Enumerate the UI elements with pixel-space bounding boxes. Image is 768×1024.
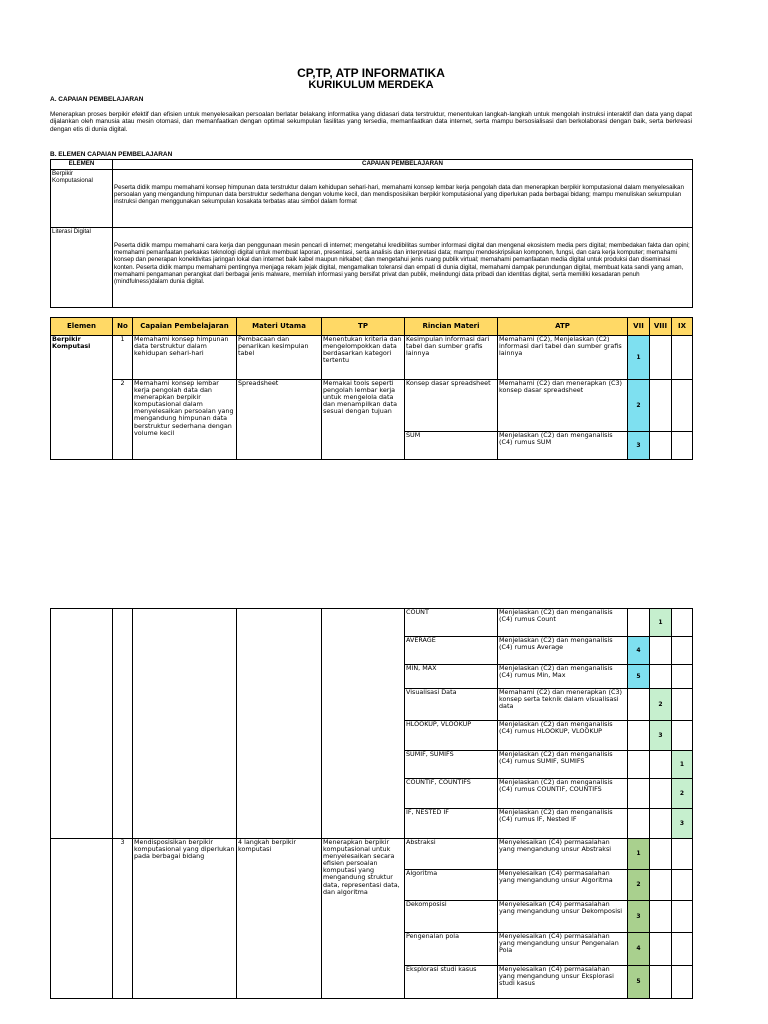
rincian-cell: SUMIF, SUMIFS (405, 751, 498, 779)
rincian-cell: SUM (405, 432, 498, 460)
section-b-heading: B. ELEMEN CAPAIAN PEMBELAJARAN (50, 151, 173, 158)
header-atp: ATP (498, 318, 628, 336)
viii-cell (650, 665, 672, 689)
viii-cell (650, 432, 672, 460)
table-row (51, 380, 693, 432)
no-cell: 1 (113, 336, 133, 380)
atp-cell: Menyelesaikan (C4) permasalahan yang mengandung unsur Pengenalan Pola (498, 933, 628, 966)
ix-cell (672, 933, 693, 966)
cp-cell: Memahami konsep lembar kerja pengolah data dan menerapkan berpikir komputasional dalam menyelesaikan persoalan yang mengandung himpunan data berstruktur sederhana dengan volume kecil (133, 380, 237, 460)
materi-cell (237, 609, 322, 839)
elemen-cell (51, 609, 113, 839)
atp-cell: Menyelesaikan (C4) permasalahan yang mengandung unsur Abstraksi (498, 839, 628, 870)
viii-cell (650, 933, 672, 966)
ix-cell (672, 637, 693, 665)
atp-cell: Menjelaskan (C2) dan menganalisis (C4) rumus HLOOKUP, VLOOKUP (498, 721, 628, 751)
materi-cell: Spreadsheet (237, 380, 322, 460)
rincian-cell: Algoritma (405, 870, 498, 901)
tp-cell: Menentukan kriteria dan mengelompokkan data berdasarkan kategori tertentu (322, 336, 405, 380)
viii-cell: 1 (650, 609, 672, 637)
vii-cell: 3 (628, 901, 650, 933)
no-cell: 3 (113, 839, 133, 999)
cp-cell: Mendisposisikan berpikir komputasional yang diperlukan pada berbagai bidang (133, 839, 237, 999)
ix-cell (672, 901, 693, 933)
rincian-cell: IF, NESTED IF (405, 809, 498, 839)
rincian-cell: Pengenalan pola (405, 933, 498, 966)
vii-cell: 1 (628, 839, 650, 870)
vii-cell: 1 (628, 336, 650, 380)
elemen-cell: Berpikir Komputasi (51, 336, 113, 460)
atp-cell: Menyelesaikan (C4) permasalahan yang mengandung unsur Algoritma (498, 870, 628, 901)
rincian-cell: MIN, MAX (405, 665, 498, 689)
viii-cell (650, 901, 672, 933)
rincian-cell: AVERAGE (405, 637, 498, 665)
ix-cell: 2 (672, 779, 693, 809)
vii-cell (628, 609, 650, 637)
viii-cell (650, 637, 672, 665)
atp-cell: Menyelesaikan (C4) permasalahan yang mengandung unsur Dekomposisi (498, 901, 628, 933)
atp-cell: Memahami (C2) dan menerapkan (C3) konsep serta teknik dalam visualisasi data (498, 689, 628, 721)
header-ix: IX (672, 318, 693, 336)
elemen-cp-table (50, 159, 693, 308)
vii-cell: 4 (628, 933, 650, 966)
tp-cell: Menerapkan berpikir komputasional untuk menyelesaikan secara efisien persoalan komputasi yang mengandung struktur data, representasi data, dan algoritma (322, 839, 405, 999)
atp-cell: Memahami (C2) dan menerapkan (C3) konsep dasar spreadsheet (498, 380, 628, 432)
ix-cell (672, 336, 693, 380)
table-row (51, 609, 693, 637)
rincian-cell: Kesimpulan informasi dari tabel dan sumber grafis lainnya (405, 336, 498, 380)
tp-cell (322, 609, 405, 839)
no-cell: 2 (113, 380, 133, 460)
header-tp: TP (322, 318, 405, 336)
ix-cell (672, 432, 693, 460)
document-subtitle: KURIKULUM MERDEKA (308, 79, 434, 91)
header-elemen: Elemen (51, 318, 113, 336)
vii-cell: 3 (628, 432, 650, 460)
atp-cell: Menjelaskan (C2) dan menganalisis (C4) rumus COUNTIF, COUNTIFS (498, 779, 628, 809)
viii-cell (650, 336, 672, 380)
rincian-cell: Konsep dasar spreadsheet (405, 380, 498, 432)
cp-cell: Memahami konsep himpunan data terstruktur dalam kehidupan sehari-hari (133, 336, 237, 380)
elemen-cell (51, 839, 113, 999)
vii-cell (628, 779, 650, 809)
atp-cell: Menjelaskan (C2) dan menganalisis (C4) rumus Min, Max (498, 665, 628, 689)
section-a-heading: A. CAPAIAN PEMBELAJARAN (50, 96, 144, 103)
viii-cell (650, 966, 672, 999)
col-header-cp: CAPAIAN PEMBELAJARAN (113, 160, 693, 170)
header-no: No (113, 318, 133, 336)
ix-cell (672, 721, 693, 751)
viii-cell (650, 380, 672, 432)
cp-cell: Peserta didik mampu memahami konsep himpunan data terstruktur dalam kehidupan sehari-hari, memahami konsep lembar kerja pengolah data dan menerapkan berpikir komputasional dalam menyelesaikan persoalan yang mengandung himpunan data berstruktur sederhana dengan volume kecil, dan mendisposisikan berpikir komputasional yang diperlukan pada berbagai bidang; mampu menuliskan sekumpulan instruksi dengan menggunakan sekumpulan kosakata terbatas atau simbol dalam format (113, 170, 693, 228)
ix-cell (672, 665, 693, 689)
atp-table-part-2 (50, 608, 693, 999)
no-cell (113, 609, 133, 839)
cp-cell (133, 609, 237, 839)
header-materi-utama: Materi Utama (237, 318, 322, 336)
vii-cell: 2 (628, 380, 650, 432)
ix-cell (672, 380, 693, 432)
vii-cell (628, 751, 650, 779)
elemen-cell: Literasi Digital (51, 228, 113, 308)
tp-cell: Memakai tools seperti pengolah lembar kerja untuk mengelola data dan menampilkan data sesuai dengan tujuan (322, 380, 405, 460)
vii-cell (628, 689, 650, 721)
viii-cell (650, 839, 672, 870)
ix-cell (672, 689, 693, 721)
section-a-text: Menerapkan proses berpikir efektif dan efisien untuk menyelesaikan persoalan berlatar belakang informatika yang didasari data terstruktur, menentukan langkah-langkah untuk mengolah instruksi interaktif dan data yang dapat dijalankan oleh manusia atau mesin otomasi, dan memanfaatkan dengan optimal sekumpulan fasilitas yang tersedia, memanfaatkan data internet, serta mampu bersosialisasi dan berkolaborasi dengan baik, serta berkreasi dengan etis di dunia digital. (50, 111, 692, 133)
vii-cell: 2 (628, 870, 650, 901)
atp-table-part-1 (50, 317, 693, 460)
vii-cell (628, 721, 650, 751)
ix-cell (672, 839, 693, 870)
materi-cell: 4 langkah berpikir komputasi (237, 839, 322, 999)
header-vii: VII (628, 318, 650, 336)
rincian-cell: Visualisasi Data (405, 689, 498, 721)
header-capaian: Capaian Pembelajaran (133, 318, 237, 336)
header-rincian: Rincian Materi (405, 318, 498, 336)
table-row (51, 336, 693, 380)
viii-cell (650, 779, 672, 809)
rincian-cell: HLOOKUP, VLOOKUP (405, 721, 498, 751)
materi-cell: Pembacaan dan penarikan kesimpulan tabel (237, 336, 322, 380)
atp-cell: Menyelesaikan (C4) permasalahan yang mengandung unsur Eksplorasi studi kasus (498, 966, 628, 999)
rincian-cell: COUNT (405, 609, 498, 637)
viii-cell: 3 (650, 721, 672, 751)
rincian-cell: Abstraksi (405, 839, 498, 870)
cp-cell: Peserta didik mampu memahami cara kerja dan penggunaan mesin pencari di internet; mengetahui kredibilitas sumber informasi digital dan mengenal ekosistem media pers digital; membedakan fakta dan opini; memahami pemanfaatan perkakas teknologi digital untuk membuat laporan, presentasi, serta analisis dan interpretasi data; mampu mendeskripsikan komponen, fungsi, dan cara kerja komputer; memahami konsep dan penerapan konektivitas jaringan lokal dan internet baik kabel maupun nirkabel; dan mengetahui jenis ruang publik virtual; memahami pemanfaatan media digital untuk produksi dan diseminasi konten. Peserta didik mampu memahami pentingnya menjaga rekam jejak digital, mengamalkan toleransi dan empati di dunia digital, memahami dampak perundungan digital, membuat kata sandi yang aman, memahami pengamanan perangkat dari berbagai jenis malware, memilah informasi yang bersifat privat dan publik, melindungi data pribadi dan identitas digital, serta memiliki kesadaran penuh (mindfulness)dalam dunia digital. (113, 228, 693, 308)
atp-cell: Memahami (C2), Menjelaskan (C2) informasi dari tabel dan sumber grafis lainnya (498, 336, 628, 380)
atp-cell: Menjelaskan (C2) dan menganalisis (C4) rumus SUMIF, SUMIFS (498, 751, 628, 779)
ix-cell (672, 870, 693, 901)
atp-cell: Menjelaskan (C2) dan menganalisis (C4) rumus Count (498, 609, 628, 637)
rincian-cell: COUNTIF, COUNTIFS (405, 779, 498, 809)
vii-cell: 4 (628, 637, 650, 665)
ix-cell (672, 609, 693, 637)
vii-cell: 5 (628, 966, 650, 999)
vii-cell (628, 809, 650, 839)
ix-cell: 1 (672, 751, 693, 779)
viii-cell (650, 870, 672, 901)
viii-cell (650, 809, 672, 839)
ix-cell: 3 (672, 809, 693, 839)
atp-cell: Menjelaskan (C2) dan menganalisis (C4) rumus SUM (498, 432, 628, 460)
vii-cell: 5 (628, 665, 650, 689)
atp-cell: Menjelaskan (C2) dan menganalisis (C4) rumus IF, Nested IF (498, 809, 628, 839)
rincian-cell: Eksplorasi studi kasus (405, 966, 498, 999)
ix-cell (672, 966, 693, 999)
table-row (51, 839, 693, 870)
viii-cell (650, 751, 672, 779)
elemen-cell: Berpikir Komputasional (51, 170, 113, 228)
col-header-elemen: ELEMEN (51, 160, 113, 170)
rincian-cell: Dekomposisi (405, 901, 498, 933)
header-viii: VIII (650, 318, 672, 336)
atp-cell: Menjelaskan (C2) dan menganalisis (C4) rumus Average (498, 637, 628, 665)
viii-cell: 2 (650, 689, 672, 721)
document-title: CP,TP, ATP INFORMATIKA (297, 66, 445, 80)
